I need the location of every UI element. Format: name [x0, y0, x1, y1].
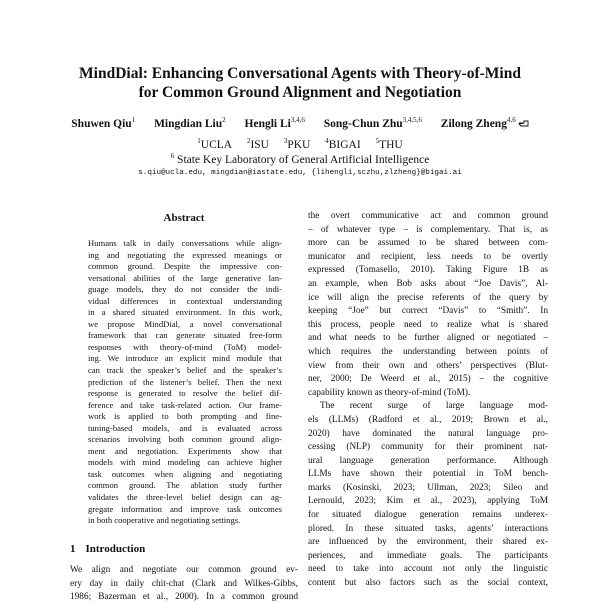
affiliation-sup: 1 — [197, 137, 201, 145]
author-affil-sup: 2 — [222, 116, 226, 124]
affiliation-name: PKU — [287, 138, 311, 151]
section-heading-introduction — [70, 543, 145, 555]
text-line: gregate information and improve task outcomes — [88, 503, 282, 514]
text-line: response is generated to resolve the belief dif- — [88, 388, 282, 399]
text-line: this process, people need to realize what is shared — [308, 319, 548, 330]
affiliation-name: BIGAI — [328, 138, 361, 151]
text-line: municator and recipient, less needs to be overtly — [308, 251, 548, 262]
text-line: task outcomes when aligning and negotiating — [88, 468, 282, 479]
text-line: view from their own and others’ perspectives (Blut- — [308, 360, 548, 371]
author — [245, 118, 305, 130]
author-name: Hengli Li — [244, 117, 291, 130]
author — [324, 118, 422, 130]
affiliation — [325, 139, 360, 151]
text-line: common ground. Despite the impressive con- — [88, 261, 282, 272]
text-line: validates the three-level belief design can ag- — [88, 492, 282, 503]
text-line: more can be assumed to be shared between com- — [308, 238, 548, 249]
right-column — [308, 210, 548, 591]
text-line: scenarios involving both common ground align- — [88, 434, 282, 445]
text-line: responses with theory-of-mind (ToM) model- — [88, 341, 282, 352]
affiliation-sup: 2 — [246, 137, 251, 145]
text-line: ery day in daily chit-chat (Clark and Wilkes-Gibbs, — [70, 578, 298, 589]
author-affil-sup: 1 — [131, 116, 136, 124]
text-line: guage models, they do not consider the indi- — [88, 284, 282, 295]
text-line: tuning-based models, and is evaluated across — [88, 422, 282, 433]
affiliation-sup: 4 — [325, 137, 329, 145]
text-line: and what needs to be further aligned or negotiated – — [308, 333, 548, 344]
text-line: for situated dialogue generation remains underex- — [308, 510, 548, 521]
affiliation-sup: 5 — [375, 137, 380, 145]
text-line: els (LLMs) (Radford et al., 2019; Brown et al., — [308, 414, 548, 425]
affiliations-line-1 — [30, 137, 570, 151]
affiliation-name: ISU — [250, 138, 269, 151]
text-line: content but also factors such as the social context, — [308, 578, 548, 589]
affiliation-name: UCLA — [200, 138, 233, 151]
text-line: – of whatever type – is complementary. That is, as — [308, 224, 548, 235]
text-line: an example, when Bob asks about “Joe Davis”, Al- — [308, 278, 548, 289]
affiliation-sup: 3 — [283, 137, 288, 145]
author-emails: s.qiu@ucla.edu, mingdian@iastate.edu, {lihengli,sczhu,zlzheng}@bigai.ai — [138, 169, 462, 177]
text-line: ing. We introduce an explicit mind module that — [88, 353, 282, 364]
affiliation — [247, 139, 269, 151]
text-line: ice will align the precise referents of the query by — [308, 292, 548, 303]
text-line: Lernould, 2023; Kim et al., 2023), applying ToM — [308, 496, 548, 507]
text-line: in both cooperative and negotiating settings. — [88, 515, 241, 526]
text-line: prediction of the listener’s belief. Then the next — [88, 376, 282, 387]
text-line: models with mind modeling can achieve higher — [88, 457, 282, 468]
text-line: we propose MindDial, a novel conversational — [88, 318, 282, 329]
author-name: Zilong Zheng — [440, 117, 507, 130]
text-line: 2020) have dominated the natural language pro- — [308, 428, 548, 439]
text-line: keeping “Joe” but correct “Davis” to “Smith”. In — [308, 306, 548, 317]
affiliation-name: THU — [379, 138, 403, 151]
text-line: expressed (Tomasello, 2010). Taking Figure 1B as — [308, 265, 548, 276]
text-line: common ground. The ablation study further — [88, 480, 282, 491]
title-line-2: for Common Ground Alignment and Negotiation — [138, 84, 462, 101]
affiliation-sup: 6 — [170, 152, 175, 160]
text-line: in a shared situated environment. In this work, — [88, 307, 282, 318]
text-line: cessing (NLP) community for their prominent nat- — [308, 442, 548, 453]
text-line: framework that can generate situated free-form — [88, 330, 282, 341]
pointing-hand-icon — [518, 119, 529, 131]
text-line: The recent surge of large language mod- — [320, 401, 548, 412]
left-column — [70, 212, 298, 527]
text-line: We align and negotiate our common ground ev- — [70, 565, 298, 575]
text-line: plored. In these situated tasks, agents’ interactions — [308, 523, 548, 534]
author-name: Song-Chun Zhu — [323, 117, 403, 130]
text-line: capability known as theory-of-mind (ToM). — [308, 387, 471, 398]
text-line: the overt communicative act and common ground — [308, 211, 548, 221]
affiliation — [284, 139, 311, 151]
text-line: ural language generation performance. Although — [308, 455, 548, 466]
paper-title — [40, 64, 560, 102]
author-affil-sup: 4,6 — [506, 116, 516, 124]
affiliation — [197, 139, 232, 151]
abstract-heading: Abstract — [163, 212, 205, 224]
title-line-1: MindDial: Enhancing Conversational Agents with Theory-of-Mind — [79, 65, 521, 82]
introduction-body — [70, 564, 298, 605]
text-line: ing and negotiating the expressed meanings or — [88, 249, 282, 260]
text-line: periences, and immediate goals. The participants — [308, 550, 548, 561]
text-line: LLMs have shown their potential in ToM bench- — [308, 469, 548, 480]
section-number: 1 — [70, 543, 76, 555]
text-line: are influenced by the environment, their shared ex- — [308, 537, 548, 548]
affiliations-line-2 — [30, 152, 570, 166]
text-line: need to take into account not only the linguistic — [308, 564, 548, 575]
text-line: can track the speaker’s belief and the speaker’s — [88, 365, 282, 376]
text-line: work is applied to both prompting and fine- — [88, 411, 282, 422]
section-title: Introduction — [85, 543, 146, 555]
author-name: Mingdian Liu — [154, 117, 223, 130]
author-affil-sup: 3,4,6 — [290, 116, 305, 124]
author-list — [30, 116, 570, 131]
text-line: 1986; Bazerman et al., 2000). In a common ground — [70, 592, 298, 603]
author-affil-sup: 3,4,5,6 — [402, 116, 422, 124]
text-line: ference and take task-related action. Our frame- — [88, 399, 282, 410]
text-line: vidual differences in contextual understanding — [88, 295, 282, 306]
author-name: Shuwen Qiu — [71, 117, 132, 130]
text-line: ment and negotiation. Experiments show that — [88, 445, 282, 456]
author — [441, 118, 529, 130]
abstract-body — [70, 238, 298, 527]
text-line: which requires the understanding between points of — [308, 346, 548, 357]
affiliation-name: State Key Laboratory of General Artificial Intelligence — [177, 153, 430, 166]
author — [71, 118, 135, 130]
text-line: marks (Kosinski, 2023; Ullman, 2023; Sileo and — [308, 482, 548, 493]
text-line: ner, 2000; De Weerd et al., 2015) – the cognitive — [308, 374, 548, 385]
author — [154, 118, 226, 130]
text-line: Humans talk in daily conversations while align- — [88, 238, 282, 248]
affiliation — [376, 139, 403, 151]
text-line: versational abilities of the large generative lan- — [88, 272, 282, 283]
